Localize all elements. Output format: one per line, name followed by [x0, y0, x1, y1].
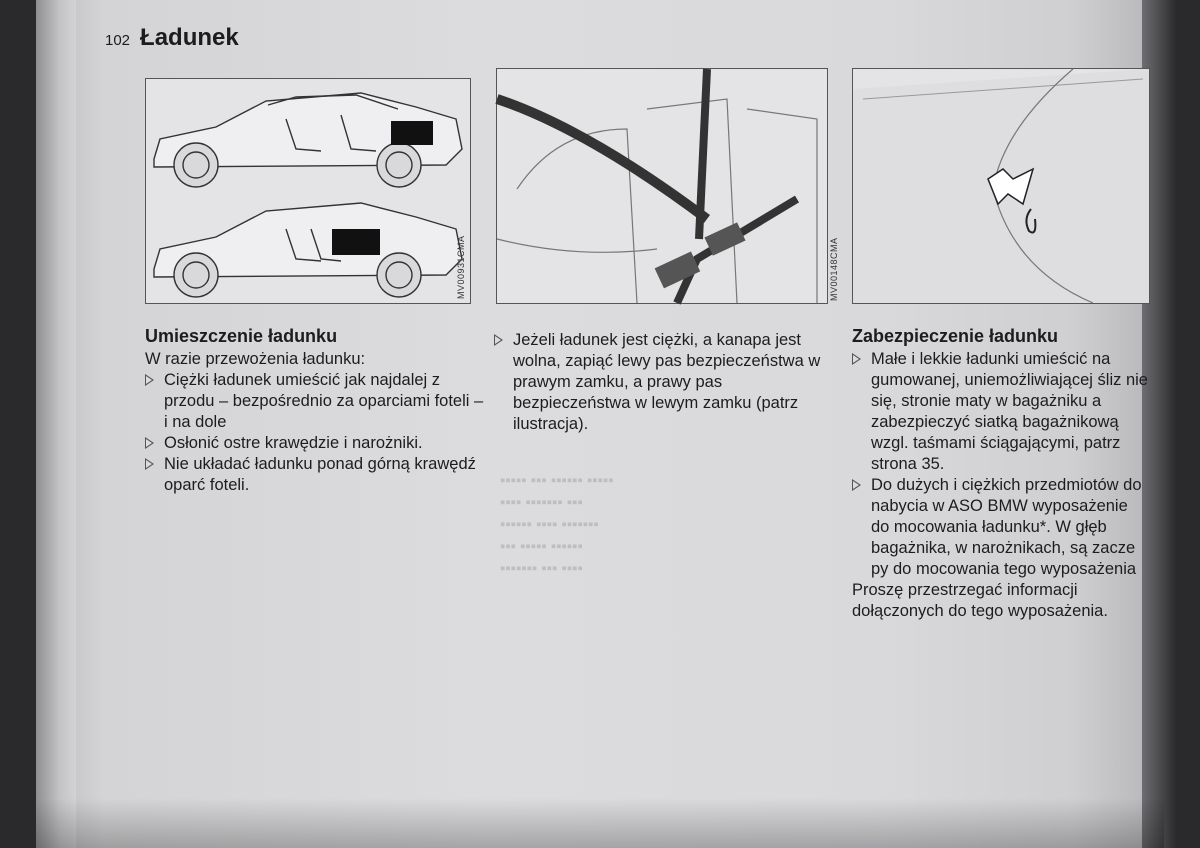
- list-item: Jeżeli ładunek jest ciężki, a kanapa jest wolna, zapiąć lewy pas bezpieczeństwa w prawym zamku, a prawy pas bezpieczeństwa w lewym zamku (patrz ilustracja).: [494, 330, 832, 435]
- cargo-box-2: [332, 229, 380, 255]
- bullet-triangle-icon: [852, 479, 861, 491]
- figure-code-middle: MV00148CMA: [829, 237, 839, 301]
- figure-code-left: MV00931CMA: [456, 235, 466, 299]
- list-item: Nie układać ładunku ponad górną krawędź oparć foteli.: [145, 454, 485, 496]
- section-cargo-placement: [145, 326, 485, 496]
- page-title: Ładunek: [140, 24, 239, 51]
- figure-seat-belts: [496, 68, 839, 304]
- section-heading: Zabezpieczenie ładunku: [852, 326, 1059, 346]
- page-header: [105, 24, 239, 52]
- section-seat-belt-tip: [494, 330, 832, 435]
- figure-car-loading: [145, 78, 471, 304]
- trunk-illustration: [853, 69, 1149, 303]
- list-item: Osłonić ostre krawędzie i narożniki.: [145, 433, 485, 454]
- section-cargo-securing: [852, 326, 1148, 622]
- page-edge-shadow: [1142, 0, 1200, 848]
- bullet-triangle-icon: [852, 353, 861, 365]
- seatbelt-illustration: [497, 69, 827, 303]
- bleed-through-text: ▪▪▪▪▪ ▪▪▪ ▪▪▪▪▪▪ ▪▪▪▪▪ ▪▪▪▪ ▪▪▪▪▪▪▪ ▪▪▪ ▪▪▪▪▪▪ ▪▪▪▪ ▪▪▪▪▪▪▪ ▪▪▪ ▪▪▪▪▪ ▪▪▪▪▪▪ ▪▪▪▪▪▪▪ ▪▪▪ ▪▪▪▪: [500, 472, 614, 577]
- car-illustration: [146, 79, 470, 303]
- page-bottom-shadow: [36, 798, 1164, 848]
- cargo-box-1: [391, 121, 433, 145]
- page-number: 102: [105, 32, 131, 49]
- bullet-triangle-icon: [145, 374, 154, 386]
- bullet-triangle-icon: [494, 334, 503, 346]
- bullet-triangle-icon: [145, 458, 154, 470]
- section-heading: Umieszczenie ładunku: [145, 326, 338, 346]
- figure-trunk: [852, 68, 1150, 304]
- list-item: Ciężki ładunek umieścić jak najdalej z przodu – bezpośrednio za oparciami foteli – i na dole: [145, 370, 485, 433]
- closing-text: Proszę przestrzegać informacji dołączonych do tego wyposażenia.: [852, 581, 1108, 620]
- list-item: Do dużych i ciężkich przedmiotów do nabycia w ASO BMW wyposażenie do mocowania ładunku*. W głęb bagażnika, w narożnikach, są zacze py do mocowania tego wyposażenia: [852, 475, 1148, 580]
- bullet-triangle-icon: [145, 437, 154, 449]
- book-spine: [36, 0, 76, 848]
- intro-text: W razie przewożenia ładunku:: [145, 350, 366, 368]
- list-item: Małe i lekkie ładunki umieścić na gumowanej, uniemożliwiającej śliz nie się, stronie maty w bagażniku a zabezpieczyć siatką bagażnikową wzgl. taśmami ściągającymi, patrz strona 35.: [852, 349, 1148, 475]
